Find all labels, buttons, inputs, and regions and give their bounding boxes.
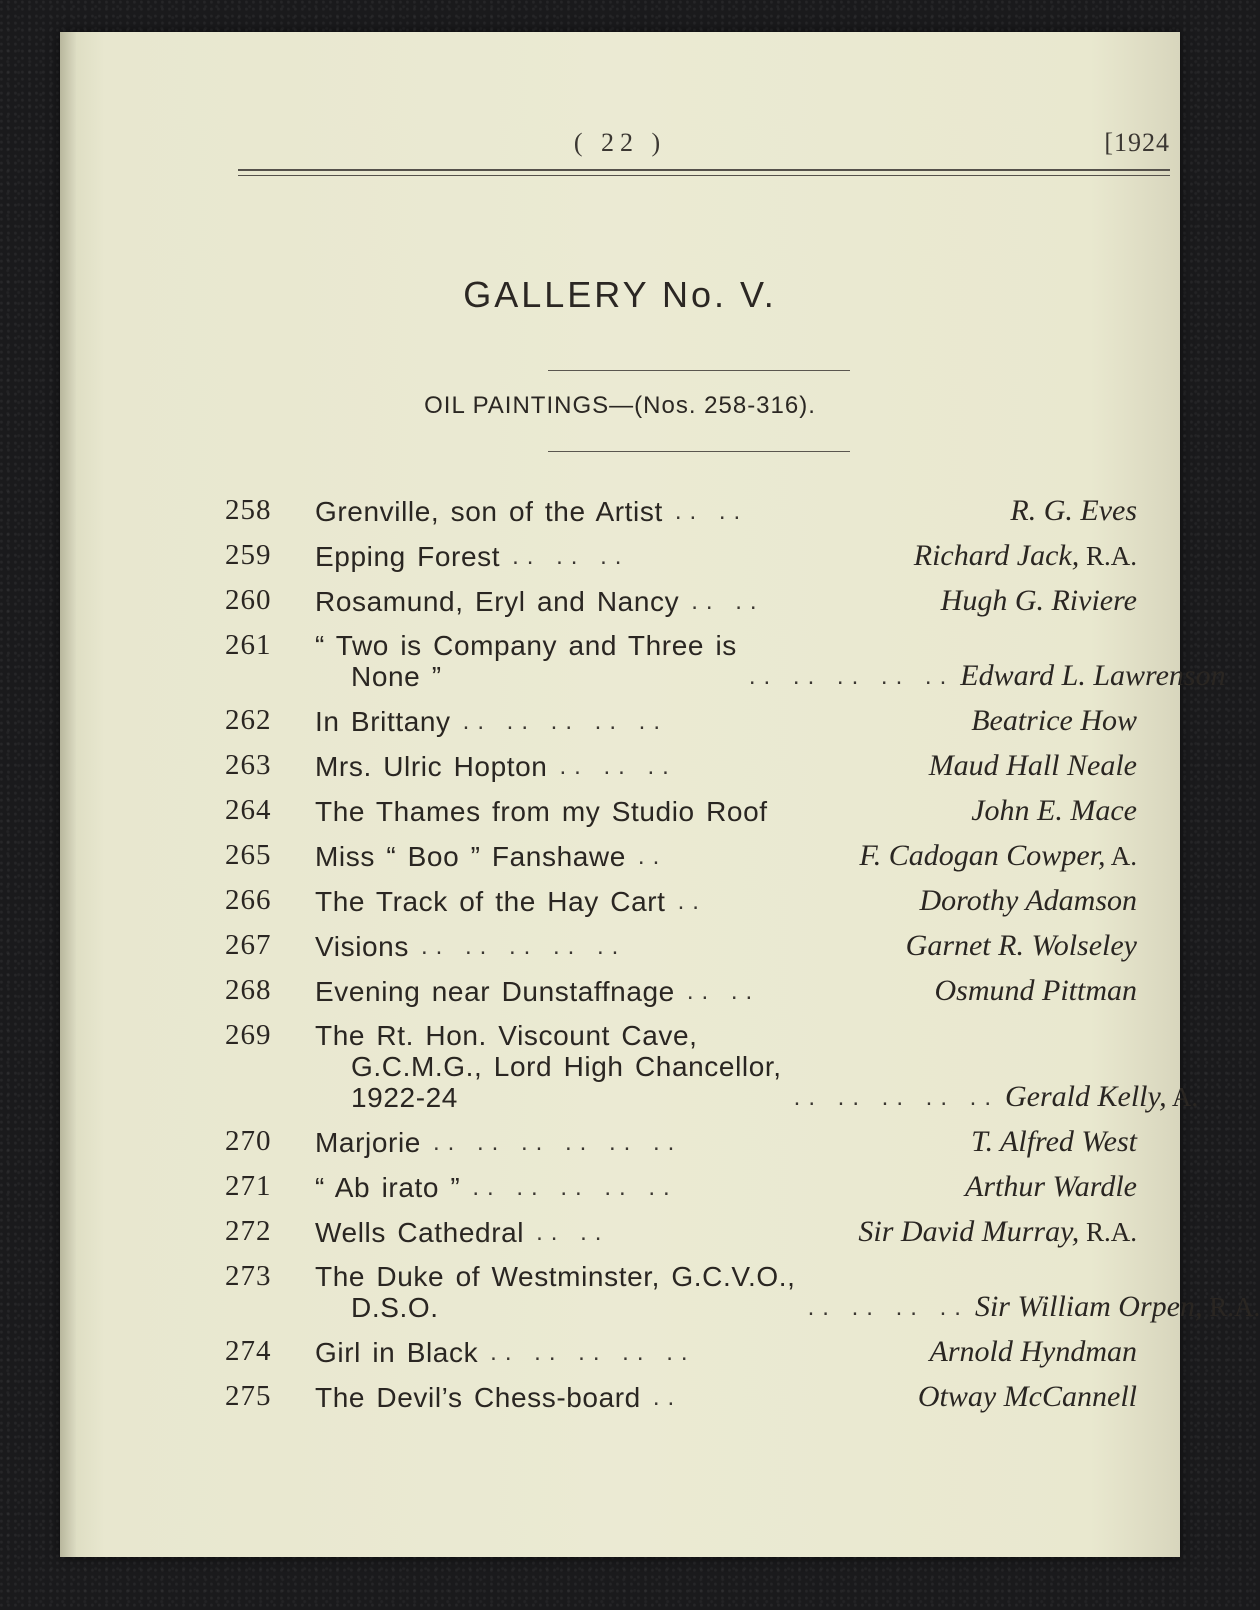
artist-name xyxy=(954,660,1225,692)
painting-title xyxy=(315,751,547,782)
painting-title-line: Girl in Black xyxy=(315,1337,479,1368)
artist-name-text: Otway McCannell xyxy=(917,1380,1137,1413)
artist-distinction: R.A. xyxy=(1079,1217,1137,1247)
dot-leader: .. .. .. .. .. .. xyxy=(432,1129,683,1156)
painting-title xyxy=(315,1261,796,1323)
artist-name-text: Hugh G. Riviere xyxy=(940,584,1137,617)
painting-entry xyxy=(225,795,1137,827)
entry-body xyxy=(315,495,1137,527)
artist-name xyxy=(852,1216,1137,1248)
catalogue-year: [1924 xyxy=(1104,128,1170,157)
artist-name xyxy=(1004,495,1137,527)
painting-title-line: The Thames from my Studio Roof xyxy=(315,796,768,827)
entry-body xyxy=(315,1020,1199,1113)
painting-title xyxy=(315,1127,421,1158)
artist-distinction: A. xyxy=(1166,1082,1199,1112)
painting-title-line: In Brittany xyxy=(315,706,451,737)
painting-entry xyxy=(225,975,1137,1007)
painting-title-line: 1922-24 xyxy=(351,1082,458,1113)
entry-body xyxy=(315,585,1137,617)
catalogue-number: 267 xyxy=(225,929,272,961)
painting-title-line: The Devil’s Chess-board xyxy=(315,1382,641,1413)
painting-title xyxy=(315,706,451,737)
catalogue-number: 259 xyxy=(225,539,272,571)
entry-body xyxy=(315,630,1226,692)
catalogue-number: 270 xyxy=(225,1125,272,1157)
entry-body xyxy=(315,930,1137,962)
catalogue-number: 275 xyxy=(225,1380,272,1412)
artist-name xyxy=(853,840,1137,872)
dot-leader: .. .. .. .. .. xyxy=(472,1174,678,1201)
title-rule-top xyxy=(548,370,850,371)
painting-entry xyxy=(225,840,1137,872)
painting-title-line: Evening near Dunstaffnage xyxy=(315,976,675,1007)
entry-body xyxy=(315,1126,1137,1158)
painting-title xyxy=(315,1172,460,1203)
artist-name-text: Arnold Hyndman xyxy=(929,1335,1137,1368)
artist-name xyxy=(914,885,1138,917)
dot-leader: .. xyxy=(652,1384,683,1411)
painting-title xyxy=(315,796,768,827)
painting-entry xyxy=(225,1260,1260,1323)
painting-list xyxy=(225,494,1260,1426)
painting-entry xyxy=(225,930,1137,962)
entry-body xyxy=(315,750,1137,782)
painting-title-line: G.C.M.G., Lord High Chancellor, xyxy=(351,1051,782,1082)
artist-name xyxy=(935,585,1137,617)
entry-body xyxy=(315,1261,1260,1323)
artist-name xyxy=(959,1171,1137,1203)
catalogue-page xyxy=(60,32,1260,1557)
painting-title-line: Miss “ Boo ” Fanshawe xyxy=(315,841,626,872)
painting-title-line: Epping Forest xyxy=(315,541,501,572)
entry-body xyxy=(315,1381,1137,1413)
catalogue-number: 271 xyxy=(225,1170,272,1202)
painting-title-line: Grenville, son of the Artist xyxy=(315,496,663,527)
artist-name-text: R. G. Eves xyxy=(1010,494,1137,527)
artist-name-text: Sir David Murray, xyxy=(858,1215,1080,1248)
page-number: ( 22 ) xyxy=(573,128,667,157)
dot-leader: .. .. xyxy=(686,978,761,1005)
painting-entry xyxy=(225,540,1137,572)
dot-leader: .. .. .. .. .. xyxy=(748,663,955,690)
artist-name xyxy=(900,930,1137,962)
artist-distinction: R.A. xyxy=(1079,541,1137,571)
entry-body xyxy=(315,1336,1137,1368)
entry-body xyxy=(315,1216,1137,1248)
artist-name-text: Gerald Kelly, xyxy=(1005,1080,1167,1113)
painting-entry xyxy=(225,885,1137,917)
painting-title xyxy=(315,630,737,692)
entry-body xyxy=(315,885,1137,917)
painting-title-line: “ Ab irato ” xyxy=(315,1172,461,1203)
catalogue-number: 260 xyxy=(225,584,272,616)
dot-leader: .. .. xyxy=(536,1219,610,1246)
page-header xyxy=(60,128,1180,168)
catalogue-number: 264 xyxy=(225,794,272,826)
catalogue-number: 273 xyxy=(225,1260,272,1292)
catalogue-number: 262 xyxy=(225,704,272,736)
artist-name-text: F. Cadogan Cowper, xyxy=(859,839,1106,872)
painting-title-line: “ Two is Company and Three is xyxy=(315,630,737,661)
painting-title-line: Mrs. Ulric Hopton xyxy=(315,751,548,782)
artist-name-text: T. Alfred West xyxy=(971,1125,1137,1158)
artist-name xyxy=(965,795,1137,827)
painting-entry xyxy=(225,495,1137,527)
entry-body xyxy=(315,840,1137,872)
catalogue-number: 258 xyxy=(225,494,272,526)
entry-body xyxy=(315,795,1137,827)
artist-name-text: Garnet R. Wolseley xyxy=(905,929,1137,962)
artist-name xyxy=(924,1336,1137,1368)
painting-title xyxy=(315,1382,641,1413)
painting-entry xyxy=(225,629,1226,692)
artist-name-text: Osmund Pittman xyxy=(934,974,1137,1007)
artist-name xyxy=(912,1381,1137,1413)
artist-name xyxy=(965,705,1137,737)
painting-title-line: Visions xyxy=(315,931,409,962)
dot-leader: .. xyxy=(637,843,668,870)
artist-distinction: R.A. xyxy=(1202,1292,1260,1322)
dot-leader: .. .. .. xyxy=(559,753,677,780)
painting-entry xyxy=(225,1171,1137,1203)
dot-leader: .. .. xyxy=(674,498,749,525)
entry-body xyxy=(315,975,1137,1007)
painting-title-line: Marjorie xyxy=(315,1127,421,1158)
painting-title-line: Rosamund, Eryl and Nancy xyxy=(315,586,680,617)
artist-name-text: Beatrice How xyxy=(971,704,1137,737)
painting-entry xyxy=(225,1381,1137,1413)
entry-body xyxy=(315,705,1137,737)
dot-leader: .. .. xyxy=(691,588,765,615)
painting-title xyxy=(315,496,663,527)
page-binding-edge xyxy=(60,32,76,1557)
dot-leader: .. .. .. .. .. xyxy=(490,1339,696,1366)
painting-entry xyxy=(225,1336,1137,1368)
title-rule-bottom xyxy=(548,451,850,452)
dot-leader: .. .. .. .. .. xyxy=(793,1084,1000,1111)
artist-name-text: Richard Jack, xyxy=(913,539,1080,572)
painting-title xyxy=(315,1020,782,1113)
catalogue-number: 269 xyxy=(225,1019,272,1051)
catalogue-number: 266 xyxy=(225,884,272,916)
artist-name xyxy=(965,1126,1137,1158)
catalogue-number: 272 xyxy=(225,1215,272,1247)
artist-name-text: Sir William Orpen, xyxy=(974,1290,1203,1323)
painting-entry xyxy=(225,585,1137,617)
catalogue-number: 265 xyxy=(225,839,272,871)
painting-title xyxy=(315,841,626,872)
painting-entry xyxy=(225,1019,1199,1113)
artist-name xyxy=(999,1081,1198,1113)
painting-entry xyxy=(225,750,1137,782)
painting-title-line: Wells Cathedral xyxy=(315,1217,525,1248)
painting-title xyxy=(315,586,679,617)
painting-entry xyxy=(225,1126,1137,1158)
artist-distinction: A. xyxy=(1105,841,1137,871)
artist-name xyxy=(923,750,1137,782)
painting-title-line: The Track of the Hay Cart xyxy=(315,886,666,917)
artist-name-text: Arthur Wardle xyxy=(965,1170,1137,1203)
painting-title-line: None ” xyxy=(351,661,442,692)
catalogue-number: 274 xyxy=(225,1335,272,1367)
dot-leader: .. .. .. xyxy=(512,543,630,570)
painting-entry xyxy=(225,705,1137,737)
artist-name-text: Maud Hall Neale xyxy=(928,749,1137,782)
painting-title-line: The Duke of Westminster, G.C.V.O., xyxy=(315,1261,796,1292)
painting-entry xyxy=(225,1216,1137,1248)
artist-name xyxy=(929,975,1138,1007)
dot-leader: .. .. .. .. .. xyxy=(462,708,669,735)
entry-body xyxy=(315,1171,1137,1203)
painting-title-line: The Rt. Hon. Viscount Cave, xyxy=(315,1020,698,1051)
dot-leader: .. .. .. .. xyxy=(807,1294,969,1321)
painting-title xyxy=(315,1337,478,1368)
gallery-title: GALLERY No. V. xyxy=(463,274,777,315)
entry-body xyxy=(315,540,1137,572)
section-subtitle: OIL PAINTINGS—(Nos. 258-316). xyxy=(424,392,816,419)
artist-name xyxy=(969,1291,1260,1323)
artist-name xyxy=(908,540,1137,572)
catalogue-number: 263 xyxy=(225,749,272,781)
dot-leader: .. xyxy=(677,888,707,915)
painting-title xyxy=(315,976,675,1007)
catalogue-number: 268 xyxy=(225,974,272,1006)
painting-title xyxy=(315,931,409,962)
header-double-rule xyxy=(238,169,1170,176)
painting-title-line: D.S.O. xyxy=(351,1292,439,1323)
painting-title xyxy=(315,541,500,572)
artist-name-text: Edward L. Lawrenson xyxy=(960,659,1226,692)
painting-title xyxy=(315,886,666,917)
catalogue-number: 261 xyxy=(225,629,272,661)
dot-leader: .. .. .. .. .. xyxy=(420,933,627,960)
artist-name-text: John E. Mace xyxy=(971,794,1137,827)
artist-name-text: Dorothy Adamson xyxy=(919,884,1137,917)
painting-title xyxy=(315,1217,524,1248)
